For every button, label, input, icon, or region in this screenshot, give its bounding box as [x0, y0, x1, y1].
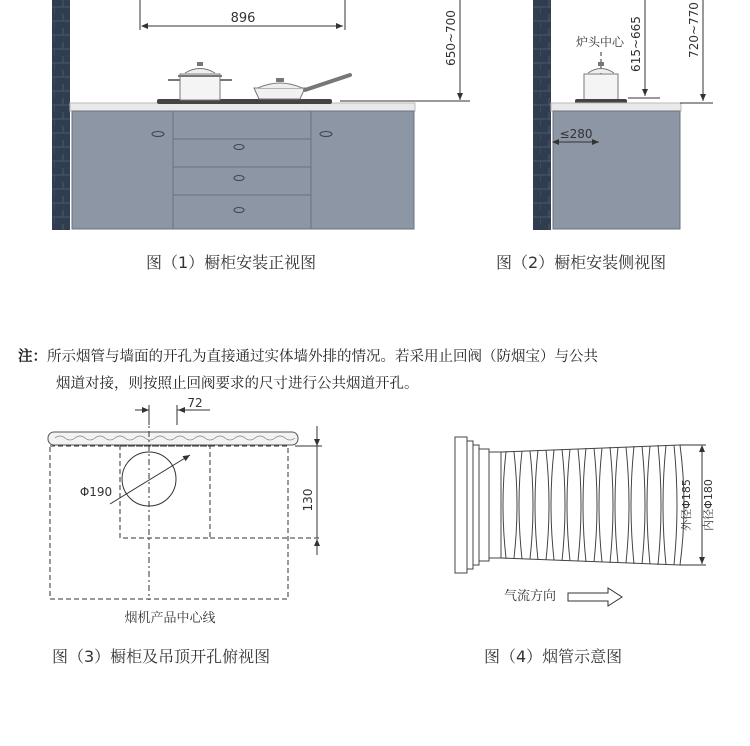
note-prefix: 注： — [18, 349, 47, 365]
figure-4-caption: 图（4）烟管示意图 — [484, 647, 623, 666]
centerline-label: 烟机产品中心线 — [124, 611, 216, 626]
pan-icon — [254, 75, 350, 99]
note-line-2: 烟道对接，则按照止回阀要求的尺寸进行公共烟道开孔。 — [56, 376, 419, 392]
countertop — [70, 103, 415, 111]
inner-diameter-text: 内径Φ180 — [702, 479, 715, 531]
duct-corrugation — [501, 445, 684, 565]
figure-3-top-view — [48, 396, 322, 626]
countertop — [551, 103, 681, 111]
note-block — [18, 344, 742, 398]
outer-diameter-text: 外径Φ185 — [680, 479, 693, 531]
depth-dimension-text: ≤280 — [559, 127, 593, 141]
flow-direction-label: 气流方向 — [503, 589, 557, 604]
figure-4-duct — [455, 437, 715, 606]
offset-dimension-text: 72 — [187, 396, 203, 410]
width-dimension-text: 896 — [230, 11, 256, 26]
height-dimension-2-text: 720~770 — [687, 2, 701, 58]
note-line-1: 所示烟管与墙面的开孔为直接通过实体墙外排的情况。若采用止回阀（防烟宝）与公共 — [47, 349, 598, 365]
hole-dimension-text: Φ190 — [79, 485, 113, 499]
figure-1-caption: 图（1）橱柜安装正视图 — [146, 253, 317, 272]
figure-2-caption: 图（2）橱柜安装侧视图 — [496, 253, 667, 272]
pot-icon — [168, 62, 232, 100]
burner-center-label: 炉头中心 — [575, 35, 625, 49]
duct-flange — [455, 437, 501, 573]
height-dimension-1-text: 615~665 — [629, 16, 643, 72]
flow-arrow-icon — [568, 588, 622, 606]
figure-1-front-view — [52, 0, 470, 230]
wall — [52, 0, 70, 230]
height-dimension-text: 650~700 — [444, 10, 458, 66]
figure-2-side-view — [533, 0, 713, 230]
figure-3-caption: 图（3）橱柜及吊顶开孔俯视图 — [52, 647, 271, 666]
wall — [533, 0, 551, 230]
depth-dimension-text: 130 — [301, 488, 315, 512]
